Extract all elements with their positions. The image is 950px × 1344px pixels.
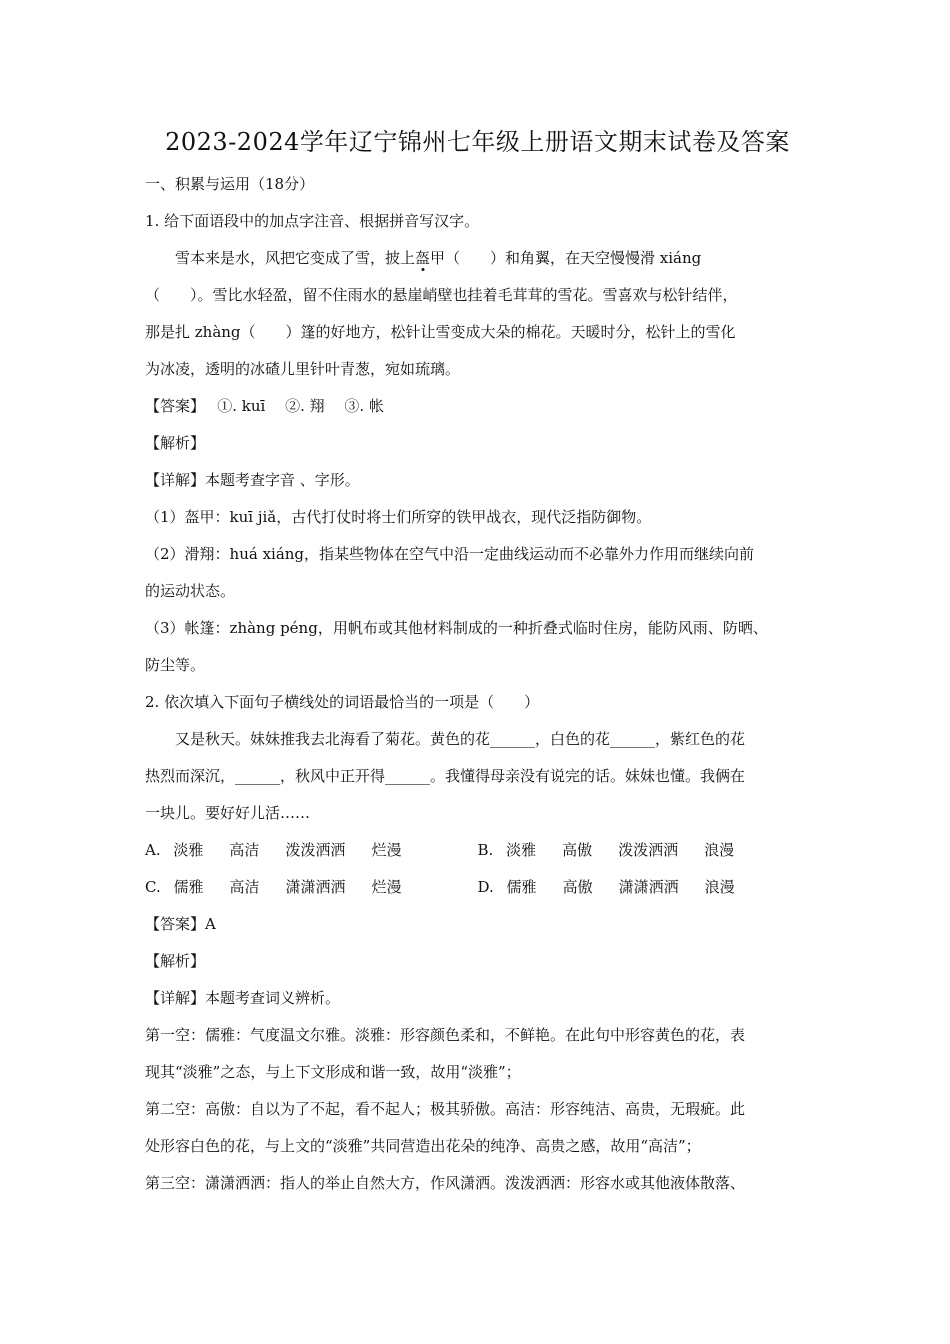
option-c bbox=[145, 869, 478, 906]
question-1-detail: 【详解】本题考查字音 、字形。 bbox=[145, 471, 360, 489]
question-2-passage-line-2: 热烈而深沉，______，秋风中正开得______。我懂得母亲没有说完的话。妹妹也懂。我俩在 bbox=[145, 767, 746, 785]
question-2-detail: 【详解】本题考查词义辨析。 bbox=[145, 989, 341, 1007]
question-1-detail-3-cont: 防尘等。 bbox=[145, 656, 206, 674]
question-2-passage-line-3: 一块儿。要好好儿活…… bbox=[145, 804, 311, 822]
option-label: D. bbox=[477, 878, 494, 896]
question-1-detail-2-cont: 的运动状态。 bbox=[145, 582, 236, 600]
option-word: 淡雅 bbox=[506, 841, 537, 859]
question-2-explain-1-cont: 现其“淡雅”之态，与上下文形成和谐一致，故用“淡雅”； bbox=[145, 1063, 521, 1081]
option-word: 烂漫 bbox=[371, 841, 402, 859]
option-label: A. bbox=[145, 841, 161, 859]
dotted-character: 盔 bbox=[415, 249, 431, 267]
passage-text: 雪本来是水，风把它变成了雪，披上 bbox=[175, 249, 416, 267]
question-2-explain-2-cont: 处形容白色的花，与上文的“淡雅”共同营造出花朵的纯净、高贵之感，故用“高洁”； bbox=[145, 1137, 701, 1155]
question-2-explain-3: 第三空：潇潇洒洒：指人的举止自然大方，作风潇洒。泼泼洒洒：形容水或其他液体散落、 bbox=[145, 1174, 746, 1192]
option-word: 浪漫 bbox=[704, 841, 735, 859]
question-2-stem: 2. 依次填入下面句子横线处的词语最恰当的一项是（ ） bbox=[145, 693, 540, 711]
question-2-explain-1: 第一空：儒雅：气度温文尔雅。淡雅：形容颜色柔和，不鲜艳。在此句中形容黄色的花，表 bbox=[145, 1026, 746, 1044]
option-word: 烂漫 bbox=[371, 878, 402, 896]
option-word: 儒雅 bbox=[506, 878, 537, 896]
option-word: 浪漫 bbox=[704, 878, 735, 896]
option-label: C. bbox=[145, 878, 161, 896]
options-row-1 bbox=[145, 832, 810, 869]
options-row-2 bbox=[145, 869, 810, 906]
option-b bbox=[478, 832, 811, 869]
question-2-passage-line-1: 又是秋天。妹妹推我去北海看了菊花。黄色的花______，白色的花______，紫红色的花 bbox=[175, 730, 746, 748]
document-page bbox=[145, 120, 810, 1202]
question-2-explain-2: 第二空：高傲：自以为了不起，看不起人；极其骄傲。高洁：形容纯洁、高贵，无瑕疵。此 bbox=[145, 1100, 746, 1118]
question-2-analysis-tag: 【解析】 bbox=[145, 952, 206, 970]
passage-text: 甲（ ）和角翼，在天空慢慢滑 xiáng bbox=[430, 249, 702, 267]
option-d bbox=[478, 869, 811, 906]
option-word: 潇潇洒洒 bbox=[285, 878, 346, 896]
question-1-passage-line-1 bbox=[145, 240, 810, 277]
question-1-passage-line-4: 为冰凌，透明的冰碴儿里针叶青葱，宛如琉璃。 bbox=[145, 360, 461, 378]
option-a bbox=[145, 832, 478, 869]
section-heading: 一、积累与运用（18分） bbox=[145, 175, 315, 193]
question-1-detail-2: （2）滑翔：huá xiáng，指某些物体在空气中沿一定曲线运动而不必靠外力作用而继续向前 bbox=[145, 545, 755, 563]
option-label: B. bbox=[477, 841, 494, 859]
option-word: 儒雅 bbox=[173, 878, 204, 896]
question-1-answer: 【答案】 ①. kuī ②. 翔 ③. 帐 bbox=[145, 397, 384, 415]
page-title: 2023-2024学年辽宁锦州七年级上册语文期末试卷及答案 bbox=[165, 128, 790, 156]
option-word: 高傲 bbox=[562, 841, 593, 859]
question-1-passage-line-2: （ ）。雪比水轻盈，留不住雨水的悬崖峭壁也挂着毛茸茸的雪花。雪喜欢与松针结伴， bbox=[145, 286, 738, 304]
option-word: 高洁 bbox=[229, 841, 260, 859]
question-1-detail-3: （3）帐篷：zhàng péng，用帆布或其他材料制成的一种折叠式临时住房，能防风雨、防晒、 bbox=[145, 619, 768, 637]
question-1-stem: 1. 给下面语段中的加点字注音、根据拼音写汉字。 bbox=[145, 212, 480, 230]
question-1-analysis-tag: 【解析】 bbox=[145, 434, 206, 452]
option-word: 高洁 bbox=[229, 878, 260, 896]
option-word: 潇潇洒洒 bbox=[618, 878, 679, 896]
question-1-detail-1: （1）盔甲：kuī jiǎ，古代打仗时将士们所穿的铁甲战衣，现代泛指防御物。 bbox=[145, 508, 652, 526]
option-word: 高傲 bbox=[562, 878, 593, 896]
option-word: 泼泼洒洒 bbox=[285, 841, 346, 859]
option-word: 泼泼洒洒 bbox=[618, 841, 679, 859]
question-1-passage-line-3: 那是扎 zhàng（ ）篷的好地方，松针让雪变成大朵的棉花。天暖时分，松针上的雪化 bbox=[145, 323, 736, 341]
question-2-answer: 【答案】A bbox=[145, 915, 216, 933]
option-word: 淡雅 bbox=[173, 841, 204, 859]
